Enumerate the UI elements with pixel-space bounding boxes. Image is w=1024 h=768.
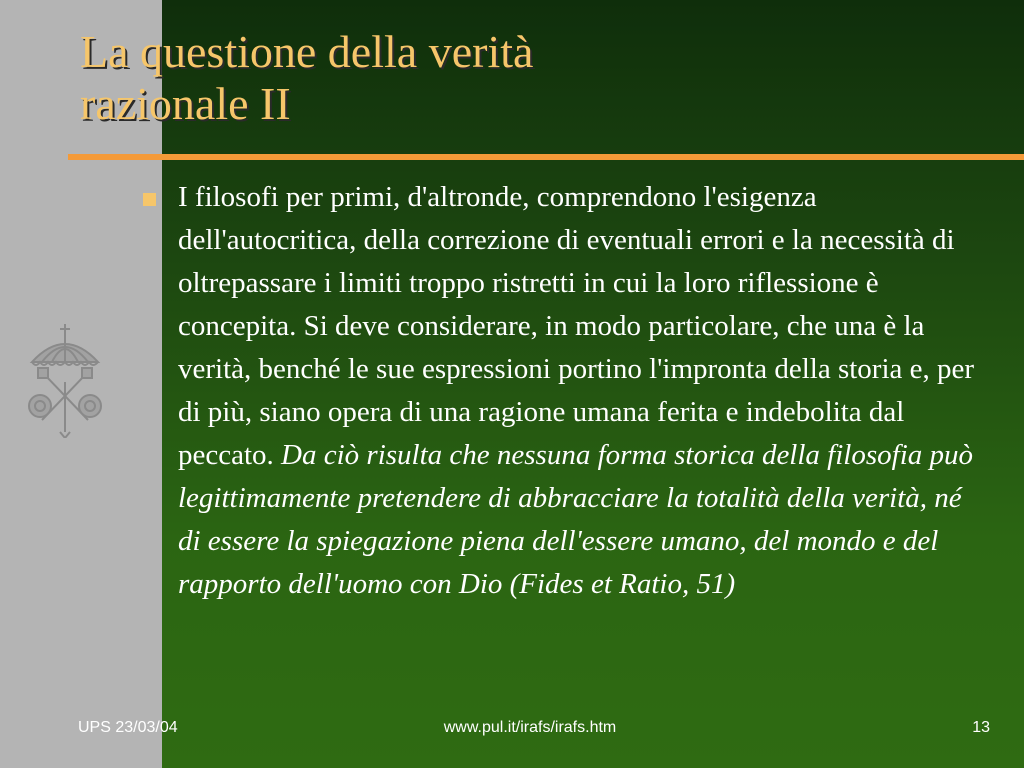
body-quote: Da ciò risulta che nessuna forma storica della filosofia può legittimamente pretendere di abbracciare la totalità della verità, né di essere la spiegazione piena dell'essere umano, del mondo e del rapporto dell'uomo con Dio (Fides et Ratio, 51) [178, 439, 973, 600]
slide-title: La questione della verità razionale II [80, 26, 534, 129]
papal-coat-of-arms-icon [22, 322, 108, 438]
body-text: I filosofi per primi, d'altronde, comprendono l'esigenza dell'autocritica, della correzione di eventuali errori e la necessità di oltrepassare i limiti troppo ristretti in cui la loro riflessione è concepita. Si deve considerare, in modo particolare, che una è la verità, benché le sue espressioni portino l'impronta della storia e, per di più, siano opera di una ragione umana ferita e indebolita dal peccato. [178, 181, 975, 471]
bullet-text [178, 176, 986, 606]
title-underline [68, 154, 1024, 160]
footer-date: UPS 23/03/04 [78, 719, 178, 736]
bullet-square-icon [143, 193, 156, 206]
page-number: 13 [972, 719, 990, 736]
footer-url: www.pul.it/irafs/irafs.htm [443, 719, 617, 736]
